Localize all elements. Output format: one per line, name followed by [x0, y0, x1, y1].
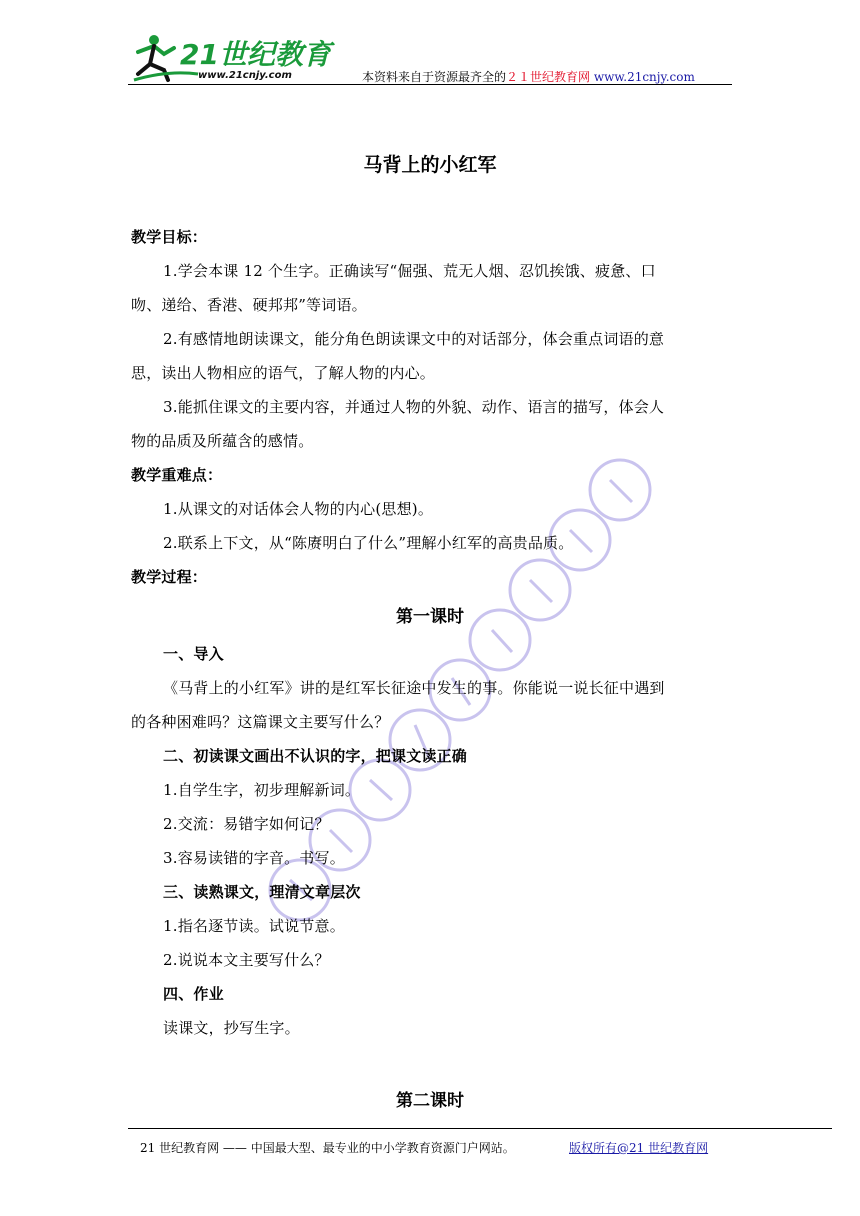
body-line: 2.有感情地朗读课文，能分角色朗读课文中的对话部分，体会重点词语的意 — [163, 330, 665, 348]
body-line: 2.联系上下文，从“陈赓明白了什么”理解小红军的高贵品质。 — [163, 534, 574, 552]
footer-copyright-link[interactable]: 版权所有@21 世纪教育网 — [569, 1141, 709, 1155]
body-line: 3.能抓住课文的主要内容，并通过人物的外貌、动作、语言的描写，体会人 — [163, 398, 665, 416]
header-note-prefix: 本资料来自于资源最齐全的 — [362, 70, 507, 84]
body-line: 《马背上的小红军》讲的是红军长征途中发生的事。你能说一说长征中遇到 — [163, 679, 665, 697]
header-note — [362, 68, 695, 85]
step-heading: 三、读熟课文，理清文章层次 — [163, 883, 361, 901]
body-line: 思，读出人物相应的语气，了解人物的内心。 — [131, 364, 436, 382]
logo-text: 21世纪教育 — [180, 38, 331, 71]
body-line: 1.学会本课 12 个生字。正确读写“倔强、荒无人烟、忍饥挨饿、疲惫、口 — [163, 262, 656, 280]
logo-url: www.21cnjy.com — [198, 70, 292, 81]
body-line: 读课文，抄写生字。 — [163, 1019, 300, 1037]
section-heading-objectives: 教学目标： — [131, 228, 208, 246]
body-line: 1.自学生字，初步理解新词。 — [163, 781, 361, 799]
header-note-site[interactable]: ２１世纪教育网 — [506, 70, 591, 84]
body-line: 吻、递给、香港、硬邦邦”等词语。 — [131, 296, 367, 314]
page-header — [128, 30, 732, 84]
section-heading-key-points: 教学重难点： — [131, 466, 223, 484]
lesson-heading-first: 第一课时 — [396, 607, 464, 627]
step-heading: 一、导入 — [163, 645, 224, 663]
header-note-url[interactable]: www.21cnjy.com — [593, 70, 695, 84]
section-heading-process: 教学过程： — [131, 568, 208, 586]
body-line: 2.交流：易错字如何记？ — [163, 815, 330, 833]
site-logo[interactable] — [128, 30, 338, 84]
step-heading: 四、作业 — [163, 985, 224, 1003]
body-line: 的各种困难吗？这篇课文主要写什么？ — [131, 713, 390, 731]
body-line: 1.从课文的对话体会人物的内心(思想)。 — [163, 500, 434, 518]
body-line: 3.容易读错的字音。书写。 — [163, 849, 345, 867]
step-heading: 二、初读课文画出不认识的字，把课文读正确 — [163, 747, 468, 765]
footer-text: 21 世纪教育网 —— 中国最大型、最专业的中小学教育资源门户网站。 — [140, 1141, 515, 1155]
lesson-heading-second: 第二课时 — [396, 1091, 464, 1111]
footer-divider — [128, 1128, 832, 1129]
document-title: 马背上的小红军 — [363, 154, 497, 176]
body-line: 物的品质及所蕴含的感情。 — [131, 432, 314, 450]
header-divider — [128, 84, 732, 85]
body-line: 2.说说本文主要写什么？ — [163, 951, 330, 969]
body-line: 1.指名逐节读。试说节意。 — [163, 917, 345, 935]
